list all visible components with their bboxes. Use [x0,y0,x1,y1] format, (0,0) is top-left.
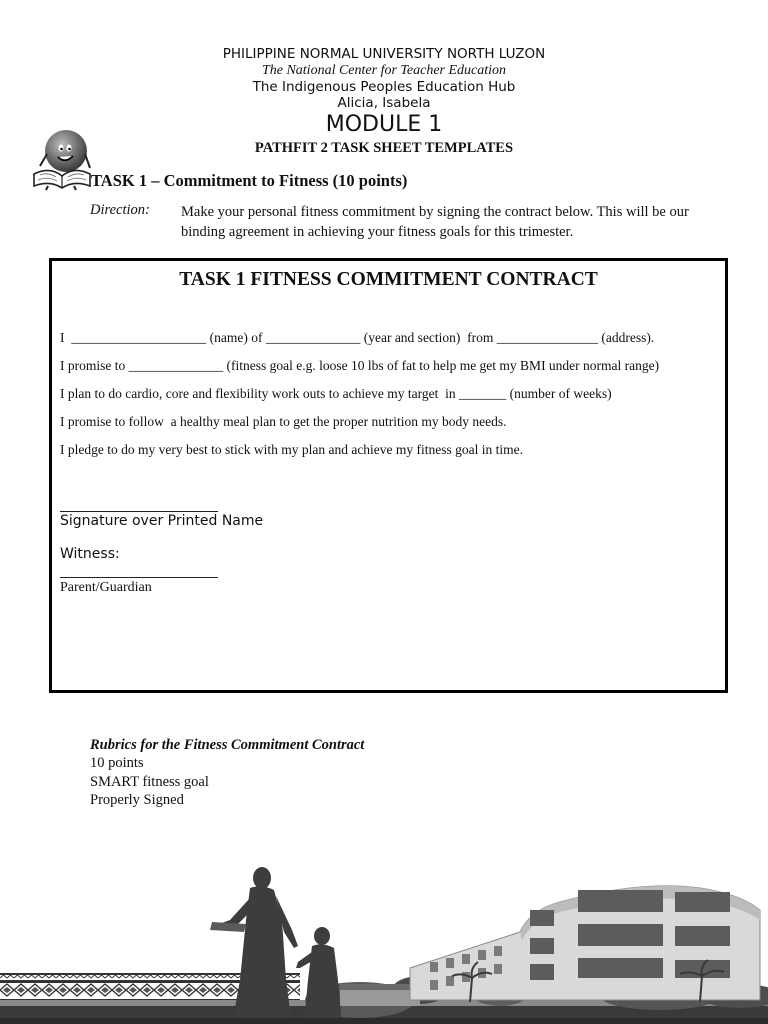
witness-signature-line [60,577,218,578]
task-title: TASK 1 – Commitment to Fitness (10 points) [91,171,408,190]
contract-line-name: I ____________________ (name) of ______________ (year and section) from _______________ (address). [60,330,655,345]
parent-guardian-label: Parent/Guardian [60,580,152,595]
contract-box [49,258,728,693]
signature-line [60,511,218,512]
rubrics-title: Rubrics for the Fitness Commitment Contract [90,737,365,753]
signature-label: Signature over Printed Name [60,513,264,529]
education-hub: The Indigenous Peoples Education Hub [252,79,516,95]
mascot-reading-icon [28,128,94,194]
university-tagline: The National Center for Teacher Education [261,63,507,78]
direction-label: Direction: [90,202,150,218]
module-title: MODULE 1 [325,112,443,137]
direction-text: Make your personal fitness commitment by signing the contract below. This will be our binding agreement in achieving your fitness goals for this trimester. [181,204,689,240]
contract-title: TASK 1 FITNESS COMMITMENT CONTRACT [179,269,598,290]
module-subtitle: PATHFIT 2 TASK SHEET TEMPLATES [254,140,514,156]
campus-statue-banner [0,850,768,1024]
rubrics-section [90,736,364,809]
contract-line-goal: I promise to ______________ (fitness goal e.g. loose 10 lbs of fat to help me get my BMI under normal range) [60,358,660,373]
rubric-item: Properly Signed [90,791,184,808]
contract-line-meal: I promise to follow a healthy meal plan to get the proper nutrition my body needs. [60,414,507,429]
campus-location: Alicia, Isabela [337,95,431,111]
contract-line-plan: I plan to do cardio, core and flexibility work outs to achieve my target in _______ (number of weeks) [60,386,612,401]
rubric-item: 10 points [90,755,144,772]
witness-label: Witness: [60,546,120,562]
university-name: PHILIPPINE NORMAL UNIVERSITY NORTH LUZON [222,46,546,62]
contract-line-pledge: I pledge to do my very best to stick with my plan and achieve my fitness goal in time. [60,442,524,457]
rubric-item: SMART fitness goal [90,773,209,790]
